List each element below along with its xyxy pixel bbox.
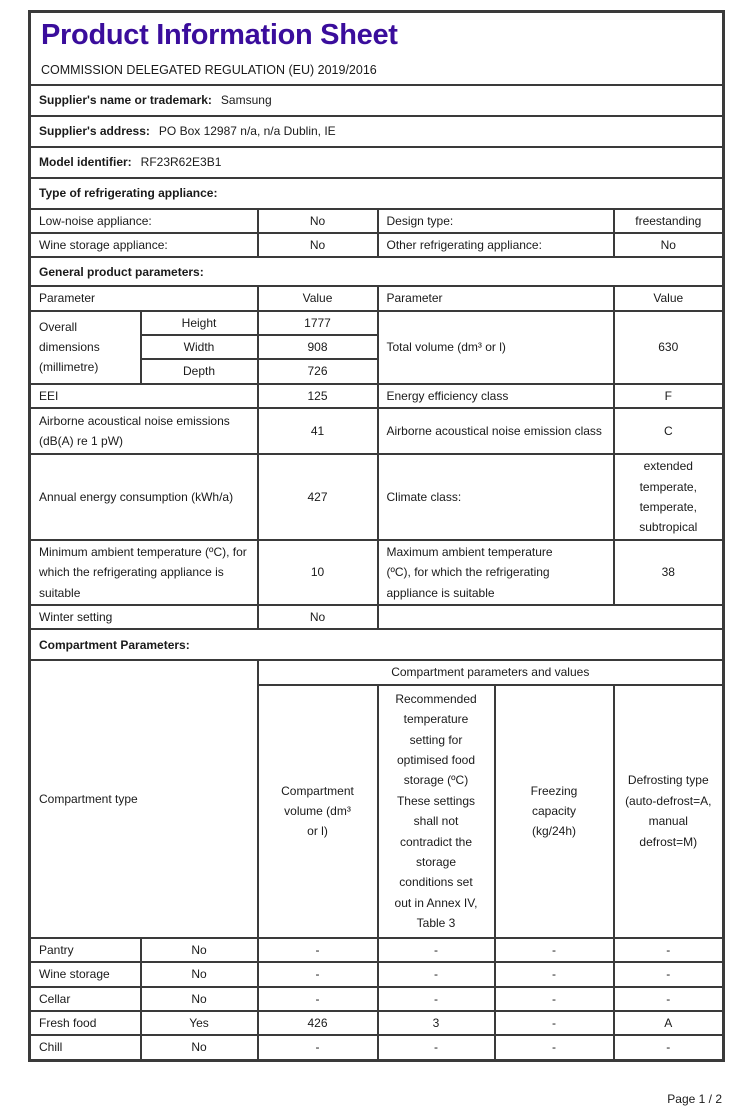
table-row-wine-storage xyxy=(30,962,724,986)
annual-energy-label: Annual energy consumption (kWh/a) xyxy=(30,454,258,540)
cellar-defrosting-value: - xyxy=(614,987,724,1011)
max-ambient-label: Maximum ambient temperature (ºC), for which the refrigerating appliance is suitable xyxy=(378,540,614,605)
fresh-food-freezing-value: - xyxy=(495,1011,614,1035)
cellar-volume-value: - xyxy=(258,987,378,1011)
table-row-fresh-food xyxy=(30,1011,724,1035)
winter-setting-value: No xyxy=(258,605,378,629)
energy-class-label: Energy efficiency class xyxy=(378,384,614,408)
model-identifier-label: Model identifier: xyxy=(39,154,132,169)
chill-freezing-value: - xyxy=(495,1035,614,1060)
eei-label: EEI xyxy=(30,384,258,408)
wine-storage-volume-value: - xyxy=(258,962,378,986)
pantry-type-label: Pantry xyxy=(30,938,141,962)
parameter-header-right: Parameter xyxy=(378,286,614,310)
title-block xyxy=(30,12,724,85)
supplier-name-label: Supplier's name or trademark: xyxy=(39,92,212,107)
noise-class-label: Airborne acoustical noise emission class xyxy=(378,408,614,454)
cellar-present-value: No xyxy=(141,987,258,1011)
dimension-width-label: Width xyxy=(141,335,258,359)
dimension-depth-value: 726 xyxy=(258,359,378,383)
dimension-height-label: Height xyxy=(141,311,258,335)
supplier-address-label: Supplier's address: xyxy=(39,123,150,138)
supplier-address-row xyxy=(30,116,724,147)
value-header-right: Value xyxy=(614,286,724,310)
model-identifier-value: RF23R62E3B1 xyxy=(140,154,222,169)
design-type-label: Design type: xyxy=(378,209,614,233)
value-header-left: Value xyxy=(258,286,378,310)
chill-volume-value: - xyxy=(258,1035,378,1060)
page-title: Product Information Sheet xyxy=(41,19,398,51)
compartment-type-header: Compartment type xyxy=(30,660,258,937)
low-noise-value: No xyxy=(258,209,378,233)
pantry-freezing-value: - xyxy=(495,938,614,962)
climate-class-value: extended temperate, temperate, subtropical xyxy=(614,454,724,540)
chill-type-label: Chill xyxy=(30,1035,141,1060)
fresh-food-temperature-value: 3 xyxy=(378,1011,495,1035)
cellar-type-label: Cellar xyxy=(30,987,141,1011)
max-ambient-value: 38 xyxy=(614,540,724,605)
pantry-temperature-value: - xyxy=(378,938,495,962)
chill-present-value: No xyxy=(141,1035,258,1060)
table-row-chill xyxy=(30,1035,724,1060)
other-appliance-label: Other refrigerating appliance: xyxy=(378,233,614,257)
pantry-present-value: No xyxy=(141,938,258,962)
fresh-food-volume-value: 426 xyxy=(258,1011,378,1035)
min-ambient-value: 10 xyxy=(258,540,378,605)
compartment-section-heading: Compartment Parameters: xyxy=(30,629,724,660)
supplier-name-row xyxy=(30,85,724,116)
dimension-height-value: 1777 xyxy=(258,311,378,335)
product-information-sheet xyxy=(28,10,722,1062)
other-appliance-value: No xyxy=(614,233,724,257)
compartment-volume-header: Compartment volume (dm³ or l) xyxy=(258,685,378,938)
annual-energy-value: 427 xyxy=(258,454,378,540)
wine-storage-temperature-value: - xyxy=(378,962,495,986)
cellar-freezing-value: - xyxy=(495,987,614,1011)
fresh-food-type-label: Fresh food xyxy=(30,1011,141,1035)
supplier-address-value: PO Box 12987 n/a, n/a Dublin, IE xyxy=(158,123,336,138)
freezing-capacity-header: Freezing capacity (kg/24h) xyxy=(495,685,614,938)
compartment-group-header: Compartment parameters and values xyxy=(258,660,724,684)
cellar-temperature-value: - xyxy=(378,987,495,1011)
noise-emissions-label: Airborne acoustical noise emissions (dB(A) re 1 pW) xyxy=(30,408,258,454)
winter-setting-label: Winter setting xyxy=(30,605,258,629)
fresh-food-defrosting-value: A xyxy=(614,1011,724,1035)
dimension-width-value: 908 xyxy=(258,335,378,359)
wine-storage-freezing-value: - xyxy=(495,962,614,986)
min-ambient-label: Minimum ambient temperature (ºC), for which the refrigerating appliance is suitable xyxy=(30,540,258,605)
recommended-temperature-header: Recommended temperature setting for optimised food storage (ºC) These settings shall not contradict the storage conditions set out in Annex IV, Table 3 xyxy=(378,685,495,938)
type-section-heading: Type of refrigerating appliance: xyxy=(30,178,724,209)
chill-defrosting-value: - xyxy=(614,1035,724,1060)
wine-storage-appliance-label: Wine storage appliance: xyxy=(30,233,258,257)
supplier-name-value: Samsung xyxy=(220,92,272,107)
model-identifier-row xyxy=(30,147,724,178)
noise-class-value: C xyxy=(614,408,724,454)
page-indicator: Page 1 / 2 xyxy=(667,1092,722,1106)
total-volume-value: 630 xyxy=(614,311,724,384)
table-row-cellar xyxy=(30,987,724,1011)
total-volume-label: Total volume (dm³ or l) xyxy=(378,311,614,384)
regulation-subtitle: COMMISSION DELEGATED REGULATION (EU) 2019/2016 xyxy=(41,63,377,78)
document-table xyxy=(28,10,725,1062)
chill-temperature-value: - xyxy=(378,1035,495,1060)
wine-storage-present-value: No xyxy=(141,962,258,986)
design-type-value: freestanding xyxy=(614,209,724,233)
general-section-heading: General product parameters: xyxy=(30,257,724,286)
defrosting-type-header: Defrosting type (auto-defrost=A, manual defrost=M) xyxy=(614,685,724,938)
pantry-defrosting-value: - xyxy=(614,938,724,962)
dimension-depth-label: Depth xyxy=(141,359,258,383)
eei-value: 125 xyxy=(258,384,378,408)
energy-class-value: F xyxy=(614,384,724,408)
winter-setting-empty-cell xyxy=(378,605,724,629)
low-noise-label: Low-noise appliance: xyxy=(30,209,258,233)
parameter-header-left: Parameter xyxy=(30,286,258,310)
wine-storage-defrosting-value: - xyxy=(614,962,724,986)
climate-class-label: Climate class: xyxy=(378,454,614,540)
wine-storage-type-label: Wine storage xyxy=(30,962,141,986)
wine-storage-appliance-value: No xyxy=(258,233,378,257)
pantry-volume-value: - xyxy=(258,938,378,962)
noise-emissions-value: 41 xyxy=(258,408,378,454)
overall-dimensions-label: Overall dimensions (millimetre) xyxy=(30,311,141,384)
fresh-food-present-value: Yes xyxy=(141,1011,258,1035)
table-row-pantry xyxy=(30,938,724,962)
